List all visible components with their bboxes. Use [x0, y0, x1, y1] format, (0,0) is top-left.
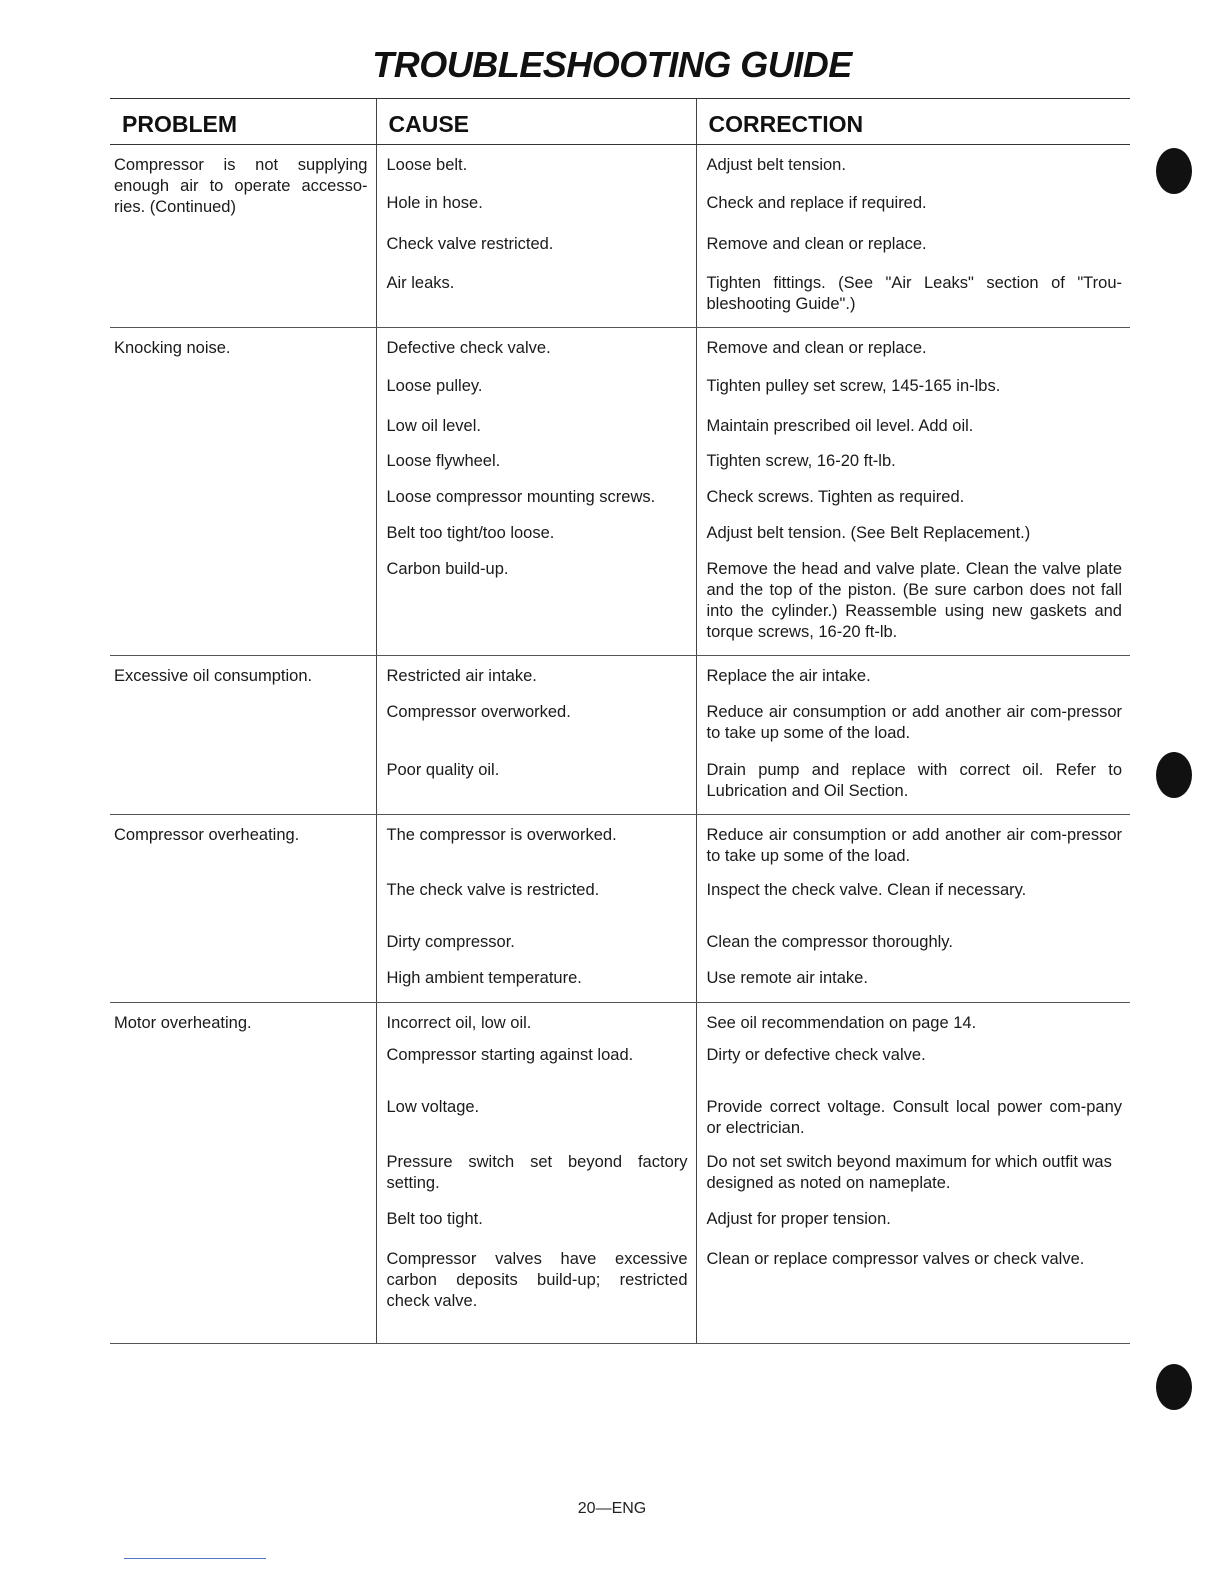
cause-item: Poor quality oil.: [386, 761, 500, 779]
cause-item: Loose belt.: [386, 156, 468, 174]
correction-item: See oil recommendation on page 14.: [706, 1014, 977, 1032]
correction-item: Remove the head and valve plate. Clean the valve plate and the top of the piston. (Be sure carbon does not fall into the cylinder.) Reassemble using new gaskets and torque screws, 16-20 ft-lb.: [706, 560, 1122, 641]
cause-item: Low voltage.: [386, 1098, 480, 1116]
problem-cell: Compressor is not supplying enough air to operate accesso-ries. (Continued): [110, 145, 376, 328]
correction-item: Drain pump and replace with correct oil. Refer to Lubrication and Oil Section.: [706, 761, 1122, 800]
table-row: [110, 328, 1130, 656]
cause-item: Compressor valves have excessive carbon deposits build-up; restricted check valve.: [386, 1250, 688, 1310]
cause-item: Pressure switch set beyond factory setting.: [386, 1153, 688, 1192]
correction-item: Remove and clean or replace.: [706, 235, 927, 253]
cause-header: CAUSE: [376, 99, 696, 145]
corrections-cell: [696, 328, 1130, 656]
cause-item: Belt too tight.: [386, 1210, 483, 1228]
cause-item: Restricted air intake.: [386, 667, 537, 685]
correction-item: Reduce air consumption or add another air com-pressor to take up some of the load.: [706, 826, 1122, 865]
causes-cell: [376, 1003, 696, 1344]
problem-header: PROBLEM: [110, 99, 376, 145]
cause-item: Belt too tight/too loose.: [386, 524, 555, 542]
table-row: [110, 815, 1130, 1003]
correction-item: Tighten pulley set screw, 145-165 in-lbs.: [706, 377, 1001, 395]
correction-item: Adjust for proper tension.: [706, 1210, 891, 1228]
correction-item: Adjust belt tension.: [706, 156, 846, 174]
cause-item: Loose compressor mounting screws.: [386, 488, 656, 506]
correction-item: Tighten screw, 16-20 ft-lb.: [706, 452, 896, 470]
correction-item: Adjust belt tension. (See Belt Replacement.): [706, 524, 1031, 542]
cause-item: High ambient temperature.: [386, 969, 582, 987]
page-title: TROUBLESHOOTING GUIDE: [372, 44, 852, 85]
corrections-cell: [696, 656, 1130, 815]
correction-item: Tighten fittings. (See "Air Leaks" section of "Trou-bleshooting Guide".): [706, 274, 1122, 313]
cause-item: Loose flywheel.: [386, 452, 501, 470]
correction-item: Remove and clean or replace.: [706, 339, 927, 357]
problem-cell: Compressor overheating.: [110, 815, 376, 1003]
correction-header: CORRECTION: [696, 99, 1130, 145]
table-row: [110, 145, 1130, 328]
correction-item: Dirty or defective check valve.: [706, 1046, 926, 1064]
cause-item: Low oil level.: [386, 417, 481, 435]
cause-item: Defective check valve.: [386, 339, 551, 357]
correction-item: Replace the air intake.: [706, 667, 871, 685]
corrections-cell: [696, 815, 1130, 1003]
troubleshooting-table-container: [110, 98, 1130, 1344]
problem-cell: Knocking noise.: [110, 328, 376, 656]
cause-item: Compressor starting against load.: [386, 1046, 634, 1064]
cause-item: Carbon build-up.: [386, 560, 509, 578]
cause-item: The compressor is overworked.: [386, 826, 617, 844]
table-row: [110, 656, 1130, 815]
correction-item: Clean the compressor thoroughly.: [706, 933, 953, 951]
correction-item: Use remote air intake.: [706, 969, 868, 987]
corrections-cell: [696, 145, 1130, 328]
troubleshooting-table: [110, 98, 1130, 1344]
causes-cell: [376, 815, 696, 1003]
causes-cell: [376, 328, 696, 656]
page-number: 20—ENG: [577, 1500, 647, 1517]
correction-item: Check screws. Tighten as required.: [706, 488, 965, 506]
correction-item: Provide correct voltage. Consult local power com-pany or electrician.: [706, 1098, 1122, 1137]
cause-item: Incorrect oil, low oil.: [386, 1014, 532, 1032]
problem-cell: Excessive oil consumption.: [110, 656, 376, 815]
corrections-cell: [696, 1003, 1130, 1344]
table-header-row: [110, 99, 1130, 145]
cause-item: Hole in hose.: [386, 194, 483, 212]
scan-edge-line: [124, 1558, 266, 1559]
problem-cell: Motor overheating.: [110, 1003, 376, 1344]
cause-item: Check valve restricted.: [386, 235, 554, 253]
cause-item: The check valve is restricted.: [386, 881, 600, 899]
cause-item: Compressor overworked.: [386, 703, 571, 721]
correction-item: Clean or replace compressor valves or check valve.: [706, 1250, 1085, 1268]
binder-hole-mark: [1156, 752, 1192, 798]
binder-hole-mark: [1156, 1364, 1192, 1410]
causes-cell: [376, 656, 696, 815]
cause-item: Loose pulley.: [386, 377, 483, 395]
correction-item: Maintain prescribed oil level. Add oil.: [706, 417, 974, 435]
table-row: [110, 1003, 1130, 1344]
correction-item: Reduce air consumption or add another air com-pressor to take up some of the load.: [706, 703, 1122, 742]
correction-item: Inspect the check valve. Clean if necessary.: [706, 881, 1027, 899]
binder-hole-mark: [1156, 148, 1192, 194]
cause-item: Air leaks.: [386, 274, 455, 292]
cause-item: Dirty compressor.: [386, 933, 515, 951]
correction-item: Do not set switch beyond maximum for which outfit was designed as noted on nameplate.: [706, 1153, 1112, 1192]
correction-item: Check and replace if required.: [706, 194, 927, 212]
causes-cell: [376, 145, 696, 328]
